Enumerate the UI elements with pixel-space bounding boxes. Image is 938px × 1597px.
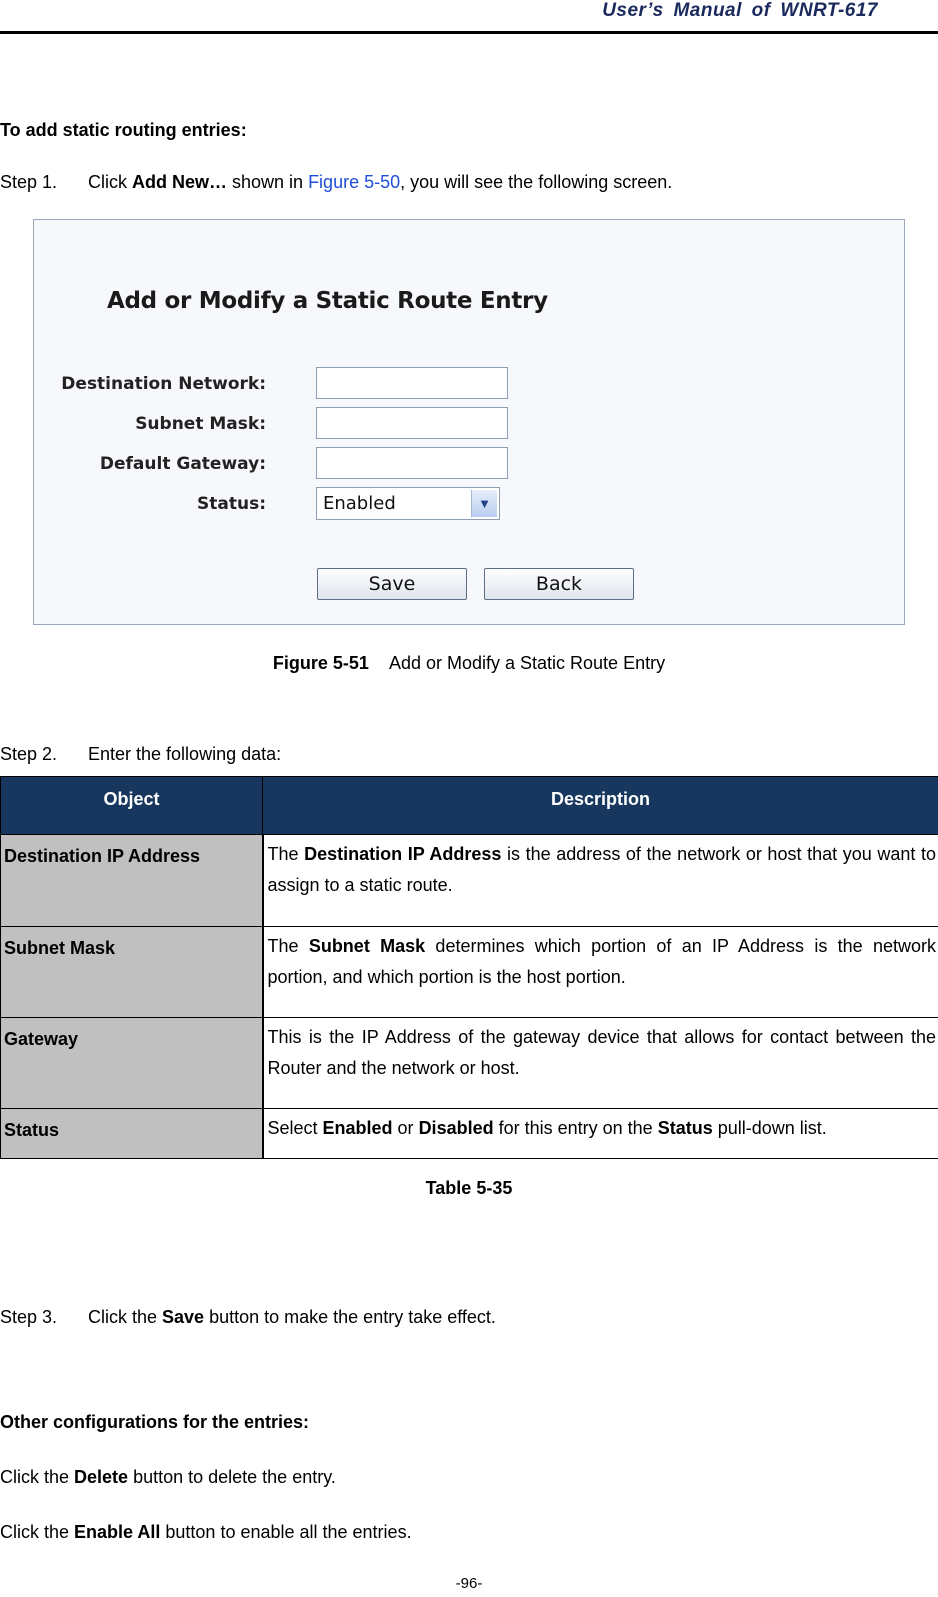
data-table [0,776,938,1159]
table-row [1,835,938,927]
step3-bold: Save [162,1307,205,1327]
table-cell-description: The Subnet Mask determines which portion of an IP Address is the network portion, and which portion is the host portion. [263,927,938,1018]
step3-label: Step 3. [0,1307,58,1327]
form-title: Add or Modify a Static Route Entry [107,288,548,314]
header-rule [0,31,938,34]
table-cell-object: Destination IP Address [1,835,263,927]
subnet-mask-label: Subnet Mask: [135,414,266,434]
table-cell-object: Gateway [1,1018,263,1109]
subnet-mask-input[interactable] [316,407,508,439]
step1-label: Step 1. [0,172,58,192]
enable-all-instruction: Click the Enable All button to enable all the entries. [0,1522,412,1542]
destination-network-input[interactable] [316,367,508,399]
step3-paragraph: Step 3. Click the Save button to make the entry take effect. [0,1307,496,1327]
figure-caption-number: Figure 5-51 [272,653,369,673]
figure-screenshot [33,219,905,625]
column-header-object: Object [1,777,263,835]
back-button[interactable]: Back [484,568,634,600]
step2-paragraph [0,743,281,765]
table-row [1,1109,938,1159]
chevron-down-icon[interactable]: ▼ [471,490,497,517]
manual-header-title: User’s Manual of WNRT-617 [602,0,878,21]
table-cell-description: This is the IP Address of the gateway device that allows for contact between the Router and the network or host. [263,1018,938,1109]
step1-bold: Add New… [132,172,228,192]
save-button[interactable]: Save [317,568,467,600]
step1-pre: Click [88,172,132,192]
step1-mid: shown in [227,172,309,192]
page-number: -96- [455,1575,483,1592]
section-heading: To add static routing entries: [0,120,247,140]
figure-reference-link[interactable]: Figure 5-50 [308,172,401,192]
figure-caption-text: Add or Modify a Static Route Entry [388,653,666,673]
default-gateway-label: Default Gateway: [99,454,266,474]
figure-caption [0,653,938,674]
table-row [1,927,938,1018]
status-label: Status: [197,494,266,514]
table-row [1,1018,938,1109]
table-cell-object: Status [1,1109,263,1159]
status-selected-value: Enabled [323,493,396,514]
step2-text: Enter the following data: [88,744,282,764]
delete-instruction: Click the Delete button to delete the entry. [0,1467,336,1487]
table-cell-description: Select Enabled or Disabled for this entry on the Status pull-down list. [263,1109,938,1159]
table-header-row [1,777,938,835]
step1-post: , you will see the following screen. [400,172,673,192]
destination-network-label: Destination Network: [61,374,266,394]
default-gateway-input[interactable] [316,447,508,479]
table-caption: Table 5-35 [425,1178,513,1198]
table-cell-object: Subnet Mask [1,927,263,1018]
other-config-heading: Other configurations for the entries: [0,1412,310,1432]
step2-label: Step 2. [0,744,58,764]
step1-paragraph [0,171,672,193]
table-cell-description: The Destination IP Address is the address of the network or host that you want to assign to a static route. [263,835,938,927]
column-header-description: Description [263,777,938,835]
status-select[interactable] [316,487,500,520]
